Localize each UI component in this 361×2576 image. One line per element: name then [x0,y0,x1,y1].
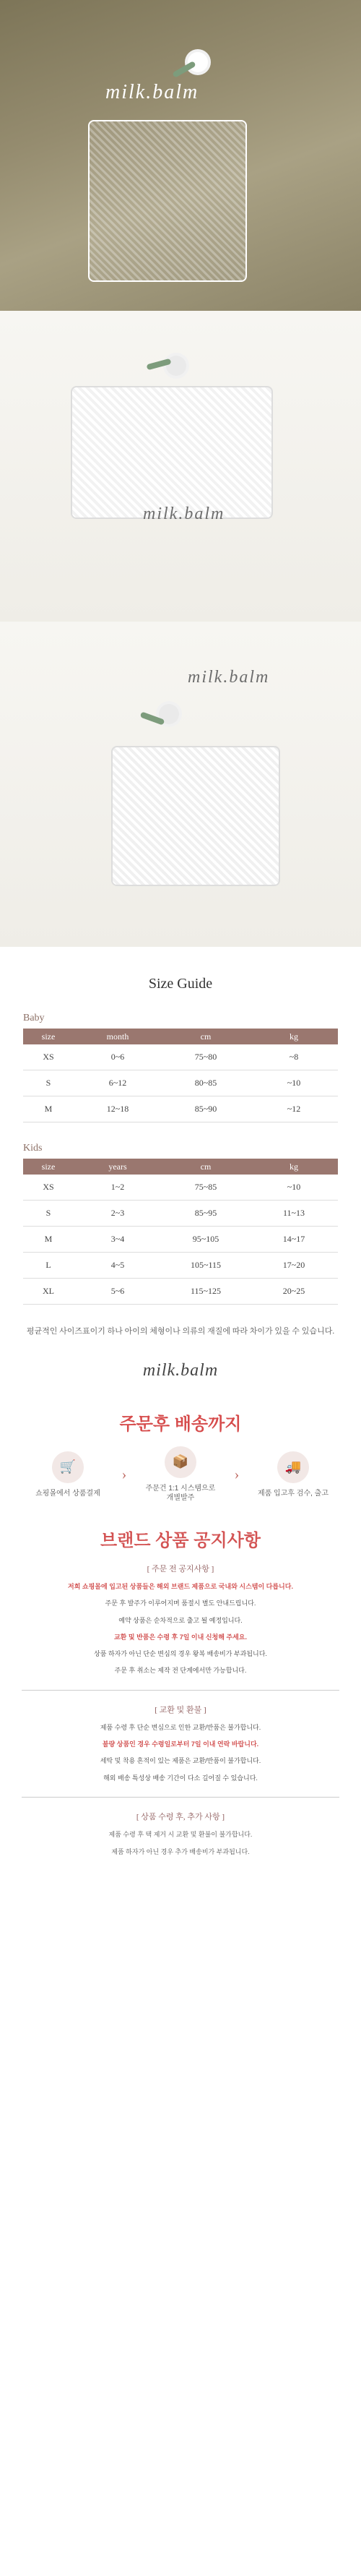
cell: ~10 [287,1078,301,1088]
cell: M [44,1104,53,1114]
cell: 12~18 [106,1104,129,1114]
order-icon: 📦 [165,1446,196,1478]
table-row [23,1044,338,1070]
cell: 75~80 [194,1052,217,1062]
table-row [23,1096,338,1122]
cell: 14~17 [282,1234,305,1244]
cell: 17~20 [282,1260,305,1270]
apron-image [71,386,273,519]
brand-watermark: milk.balm [105,81,199,103]
process-steps [29,1446,332,1503]
exchange-line: 불량 상품인 경우 수령일로부터 7일 이내 연락 바랍니다. [102,1740,259,1748]
header-cm: cm [200,1031,212,1042]
cell: 115~125 [190,1286,222,1296]
cell: XS [43,1182,54,1192]
apron-image [88,120,247,282]
step-1-label: 쇼핑몰에서 상품결제 [35,1489,100,1498]
kids-label: Kids [23,1143,43,1154]
exchange-title: [ 교환 및 환불 ] [155,1705,206,1714]
apron-image [111,746,280,886]
cell: S [45,1208,51,1218]
notice-section [22,1526,339,1858]
step-2-label: 주문건 1:1 시스템으로 개별발주 [145,1485,216,1502]
cell: 105~115 [190,1260,222,1270]
divider [22,1690,339,1691]
cell: 1~2 [110,1182,125,1192]
cell: L [45,1260,51,1270]
notice-line: 교환 및 반품은 수령 후 7일 이내 신청해 주세요. [113,1633,247,1641]
cell: 80~85 [194,1078,217,1088]
cell: 4~5 [110,1260,125,1270]
header-years: years [108,1161,127,1172]
cell: XL [43,1286,54,1296]
cell: ~12 [287,1104,301,1114]
header-size: size [41,1161,56,1172]
size-guide [0,947,361,1336]
table-header [23,1029,338,1044]
cell: 85~90 [194,1104,217,1114]
after-body [22,1829,339,1858]
notice-line: 주문 후 취소는 제작 전 단계에서만 가능합니다. [114,1667,247,1675]
notice-title: 브랜드 상품 공지사항 [100,1531,261,1550]
kids-size-table [23,1143,338,1305]
notice-body [22,1581,339,1677]
cell: XS [43,1052,54,1062]
cell: 0~6 [110,1052,125,1062]
cart-icon: 🛒 [52,1451,84,1483]
notice-subtitle: [ 주문 전 공지사항 ] [147,1565,214,1573]
header-month: month [106,1031,129,1042]
cell: 6~12 [108,1078,127,1088]
brand-watermark: milk.balm [188,668,270,687]
exchange-line: 해외 배송 특성상 배송 기간이 다소 길어질 수 있습니다. [103,1774,258,1782]
cell: 5~6 [110,1286,125,1296]
header-size: size [41,1031,56,1042]
product-photo-3 [0,622,361,947]
brand-watermark: milk.balm [143,505,225,523]
cell: 3~4 [110,1234,125,1244]
step-3-label: 제품 입고후 검수, 출고 [257,1489,329,1498]
after-line: 제품 하자가 아닌 경우 추가 배송비가 부과됩니다. [111,1848,250,1856]
product-photo-2 [0,311,361,622]
cell: M [44,1234,53,1244]
after-title: [ 상품 수령 후, 추가 사항 ] [136,1812,225,1821]
baby-label: Baby [23,1013,45,1023]
step-3 [254,1451,332,1498]
after-line: 제품 수령 후 택 제거 시 교환 및 환불이 불가합니다. [108,1830,253,1838]
header-kg: kg [290,1161,298,1172]
table-header [23,1159,338,1175]
size-note: 평균적인 사이즈표이기 하나 아이의 체형이나 의류의 재질에 따라 차이가 있을 수 있습니다. [26,1327,335,1336]
mid-brand: milk.balm [142,1361,219,1380]
table-row [23,1175,338,1201]
size-guide-title: Size Guide [148,976,213,992]
cell: 95~105 [192,1234,219,1244]
exchange-line: 세탁 및 착용 흔적이 있는 제품은 교환/반품이 불가합니다. [100,1757,261,1765]
table-row [23,1070,338,1096]
cell: 20~25 [282,1286,305,1296]
arrow-icon: › [121,1466,127,1482]
cell: S [45,1078,51,1088]
notice-line: 주문 후 발주가 이루어지며 품절시 별도 안내드립니다. [105,1600,256,1607]
cell: ~10 [287,1182,301,1192]
baby-size-table [23,1013,338,1122]
cell: 85~95 [194,1208,217,1218]
process-title: 주문후 배송까지 [119,1414,242,1434]
step-1 [29,1451,107,1498]
divider [22,1797,339,1798]
delivery-icon: 🚚 [277,1451,309,1483]
cell: ~8 [289,1052,299,1062]
notice-line: 상품 하자가 아닌 단순 변심의 경우 왕복 배송비가 부과됩니다. [94,1650,267,1658]
table-row [23,1253,338,1279]
arrow-icon: › [234,1466,240,1482]
notice-line: 저희 쇼핑몰에 입고된 상품들은 해외 브랜드 제품으로 국내와 시스템이 다릅니다. [68,1583,293,1590]
exchange-body [22,1722,339,1784]
exchange-line: 제품 수령 후 단순 변심으로 인한 교환/반품은 불가합니다. [100,1723,261,1731]
table-row [23,1201,338,1227]
header-cm: cm [200,1161,212,1172]
cell: 75~85 [194,1182,217,1192]
header-kg: kg [290,1031,298,1042]
table-row [23,1279,338,1305]
product-photo-1 [0,0,361,311]
step-2 [142,1446,219,1503]
notice-line: 예약 상품은 순차적으로 출고 될 예정입니다. [118,1616,243,1624]
cell: 11~13 [282,1208,305,1218]
table-row [23,1227,338,1253]
cell: 2~3 [110,1208,125,1218]
